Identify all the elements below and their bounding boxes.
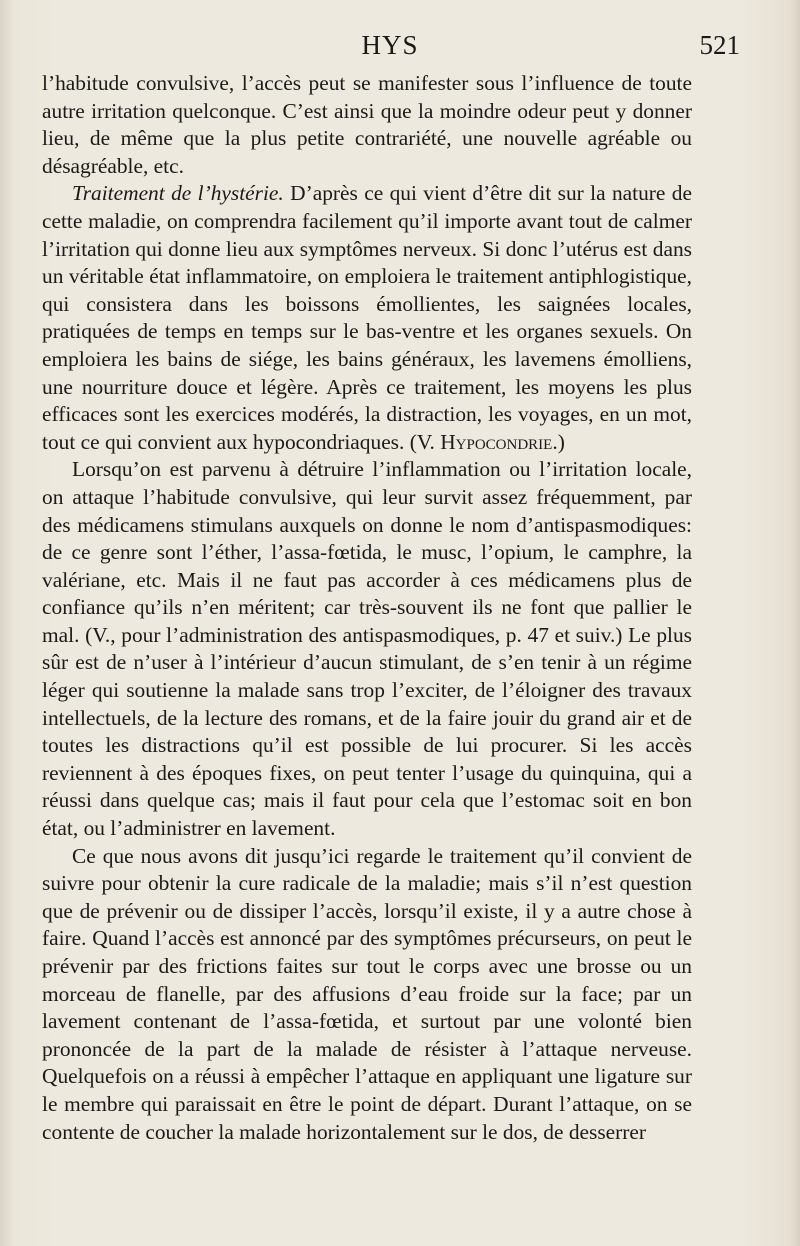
paragraph-1-text: l’habitude convulsive, l’accès peut se manifester sous l’influence de toute autre irritation quelconque. C’est ainsi que la moindre odeur peut y donner lieu, de même que la plus petite contrariété, une nouvelle agréable ou désagréable, etc. <box>42 71 692 178</box>
paragraph-3-text: Lorsqu’on est parvenu à détruire l’inflammation ou l’irritation locale, on attaque l’habitude convulsive, qui leur survit assez fréquemment, par des médicamens stimulans auxquels on donne le nom d’antispasmodiques: de ce genre sont l’éther, l’assa-fœtida, le musc, l’opium, le camphre, la valériane, etc. Mais il ne faut pas accorder à ces médicamens plus de confiance qu’ils n’en méritent; car très-souvent ils ne font que pallier le mal. (V., pour l’administration des antispasmodiques, p. 47 et suiv.) Le plus sûr est de n’user à l’intérieur d’aucun stimulant, de s’en tenir à un régime léger qui soutienne la malade sans trop l’exciter, de l’éloigner des travaux intellectuels, de la lecture des romans, et de la faire jouir du grand air et de toutes les distractions qu’il est possible de lui procurer. Si les accès reviennent à des époques fixes, on peut tenter l’usage du quinquina, qui a réussi dans quelque cas; mais il faut pour cela que l’estomac soit en bon état, ou l’administrer en lavement. <box>42 457 692 841</box>
paragraph-4-text: Ce que nous avons dit jusqu’ici regarde le traitement qu’il convient de suivre pour obtenir la cure radicale de la maladie; mais s’il n’est question que de prévenir ou de dissiper l’accès, lorsqu’il existe, il y a autre chose à faire. Quand l’accès est annoncé par des symptômes précurseurs, on peut le prévenir par des frictions faites sur tout le corps avec une brosse ou un morceau de flanelle, par des affusions d’eau froide sur la face; par un lavement contenant de l’assa-fœtida, et surtout par une volonté bien prononcée de la part de la malade de résister à l’attaque nerveuse. Quelquefois on a réussi à empêcher l’attaque en appliquant une ligature sur le membre qui paraissait en être le point de départ. Durant l’attaque, on se contente de coucher la malade horizontalement sur le dos, de desserrer <box>42 843 692 1144</box>
page-header <box>40 30 740 64</box>
paragraph-3 <box>42 456 692 842</box>
cross-reference: Hypocondrie <box>440 429 553 454</box>
paragraph-1 <box>42 70 692 180</box>
paragraph-2-text: D’après ce qui vient d’être dit sur la nature de cette maladie, on comprendra facilement qu’il importe avant tout de calmer l’irritation qui donne lieu aux symptômes nerveux. Si donc l’utérus est dans un véritable état inflammatoire, on emploiera le traitement antiphlogistique, qui consistera dans les boissons émollientes, les saignées locales, pratiquées de temps en temps sur le bas-ventre et les organes sexuels. On emploiera les bains de siége, les bains généraux, les lavemens émolliens, une nourriture douce et légère. Après ce traitement, les moyens les plus efficaces sont les exercices modérés, la distraction, les voyages, en un mot, tout ce qui convient aux hypocondriaques. (V. <box>42 181 692 454</box>
section-heading-treatment: Traitement de l’hystérie. <box>72 181 284 206</box>
paragraph-4 <box>42 843 692 1147</box>
body-text <box>42 70 692 1146</box>
page-number: 521 <box>699 30 740 60</box>
paragraph-2-tail: .) <box>552 429 565 454</box>
paragraph-2 <box>42 180 692 456</box>
running-head: HYS <box>361 30 419 60</box>
